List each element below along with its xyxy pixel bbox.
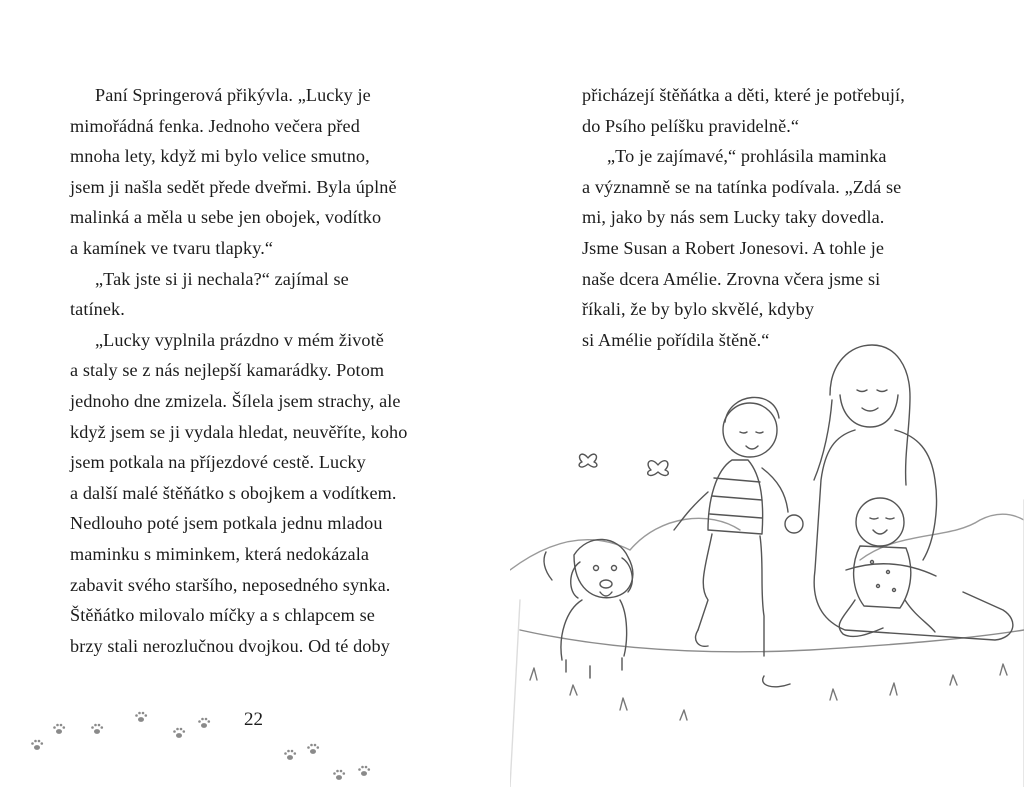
text-line: malinká a měla u sebe jen obojek, vodítko bbox=[70, 207, 382, 228]
text-line: říkali, že by bylo skvělé, kdyby bbox=[582, 299, 815, 320]
paw-print-icon bbox=[357, 764, 371, 778]
text-line: Paní Springerová přikývla. „Lucky je bbox=[95, 85, 371, 105]
text-line: brzy stali nerozlučnou dvojkou. Od té doby bbox=[70, 635, 390, 656]
text-line: „Tak jste si ji nechala?“ zajímal se bbox=[95, 268, 349, 289]
paw-print-icon bbox=[306, 742, 320, 756]
text-line: jednoho dne zmizela. Šílela jsem strachy, ale bbox=[70, 390, 401, 411]
text-line: a staly se z nás nejlepší kamarádky. Potom bbox=[70, 360, 385, 381]
text-line: do Psího pelíšku pravidelně.“ bbox=[582, 115, 800, 136]
text-line: a významně se na tatínka podívala. „Zdá se bbox=[582, 176, 902, 197]
text-line: si Amélie pořídila štěně.“ bbox=[582, 329, 770, 350]
text-line: přicházejí štěňátka a děti, které je potřebují, bbox=[582, 85, 905, 105]
text-line: Nedlouho poté jsem potkala jednu mladou bbox=[70, 513, 383, 534]
paw-print-icon bbox=[283, 748, 297, 762]
paw-print-icon bbox=[332, 768, 346, 782]
text-line: Jsme Susan a Robert Jonesovi. A tohle je bbox=[582, 237, 885, 258]
page-number: 22 bbox=[244, 709, 263, 730]
paw-print-icon bbox=[172, 726, 186, 740]
text-line: a další malé štěňátko s obojkem a vodítkem. bbox=[70, 482, 397, 503]
text-line: mnoha lety, když mi bylo velice smutno, bbox=[70, 146, 370, 167]
text-line: mimořádná fenka. Jednoho večera před bbox=[70, 115, 360, 136]
family-with-puppy-illustration bbox=[510, 300, 1024, 787]
text-line: jsem ji našla sedět přede dveřmi. Byla úplně bbox=[70, 176, 397, 197]
text-line: zabavit svého staršího, neposedného synka. bbox=[70, 574, 391, 595]
text-line: jsem potkala na příjezdové cestě. Lucky bbox=[70, 452, 366, 473]
text-line: mi, jako by nás sem Lucky taky dovedla. bbox=[582, 207, 885, 228]
text-line: když jsem se ji vydala hledat, neuvěříte, koho bbox=[70, 421, 408, 442]
paw-print-icon bbox=[52, 722, 66, 736]
paw-print-icon bbox=[134, 710, 148, 724]
text-line: „To je zajímavé,“ prohlásila maminka bbox=[607, 146, 887, 167]
paw-print-icon bbox=[90, 722, 104, 736]
paw-print-icon bbox=[30, 738, 44, 752]
text-line: naše dcera Amélie. Zrovna včera jsme si bbox=[582, 268, 881, 289]
left-page-text bbox=[70, 80, 450, 661]
text-line: a kamínek ve tvaru tlapky.“ bbox=[70, 237, 274, 258]
text-line: tatínek. bbox=[70, 299, 125, 320]
paw-print-icon bbox=[197, 716, 211, 730]
text-line: „Lucky vyplnila prázdno v mém životě bbox=[95, 329, 384, 350]
text-line: Štěňátko milovalo míčky a s chlapcem se bbox=[70, 605, 375, 626]
text-line: maminku s miminkem, která nedokázala bbox=[70, 543, 370, 564]
